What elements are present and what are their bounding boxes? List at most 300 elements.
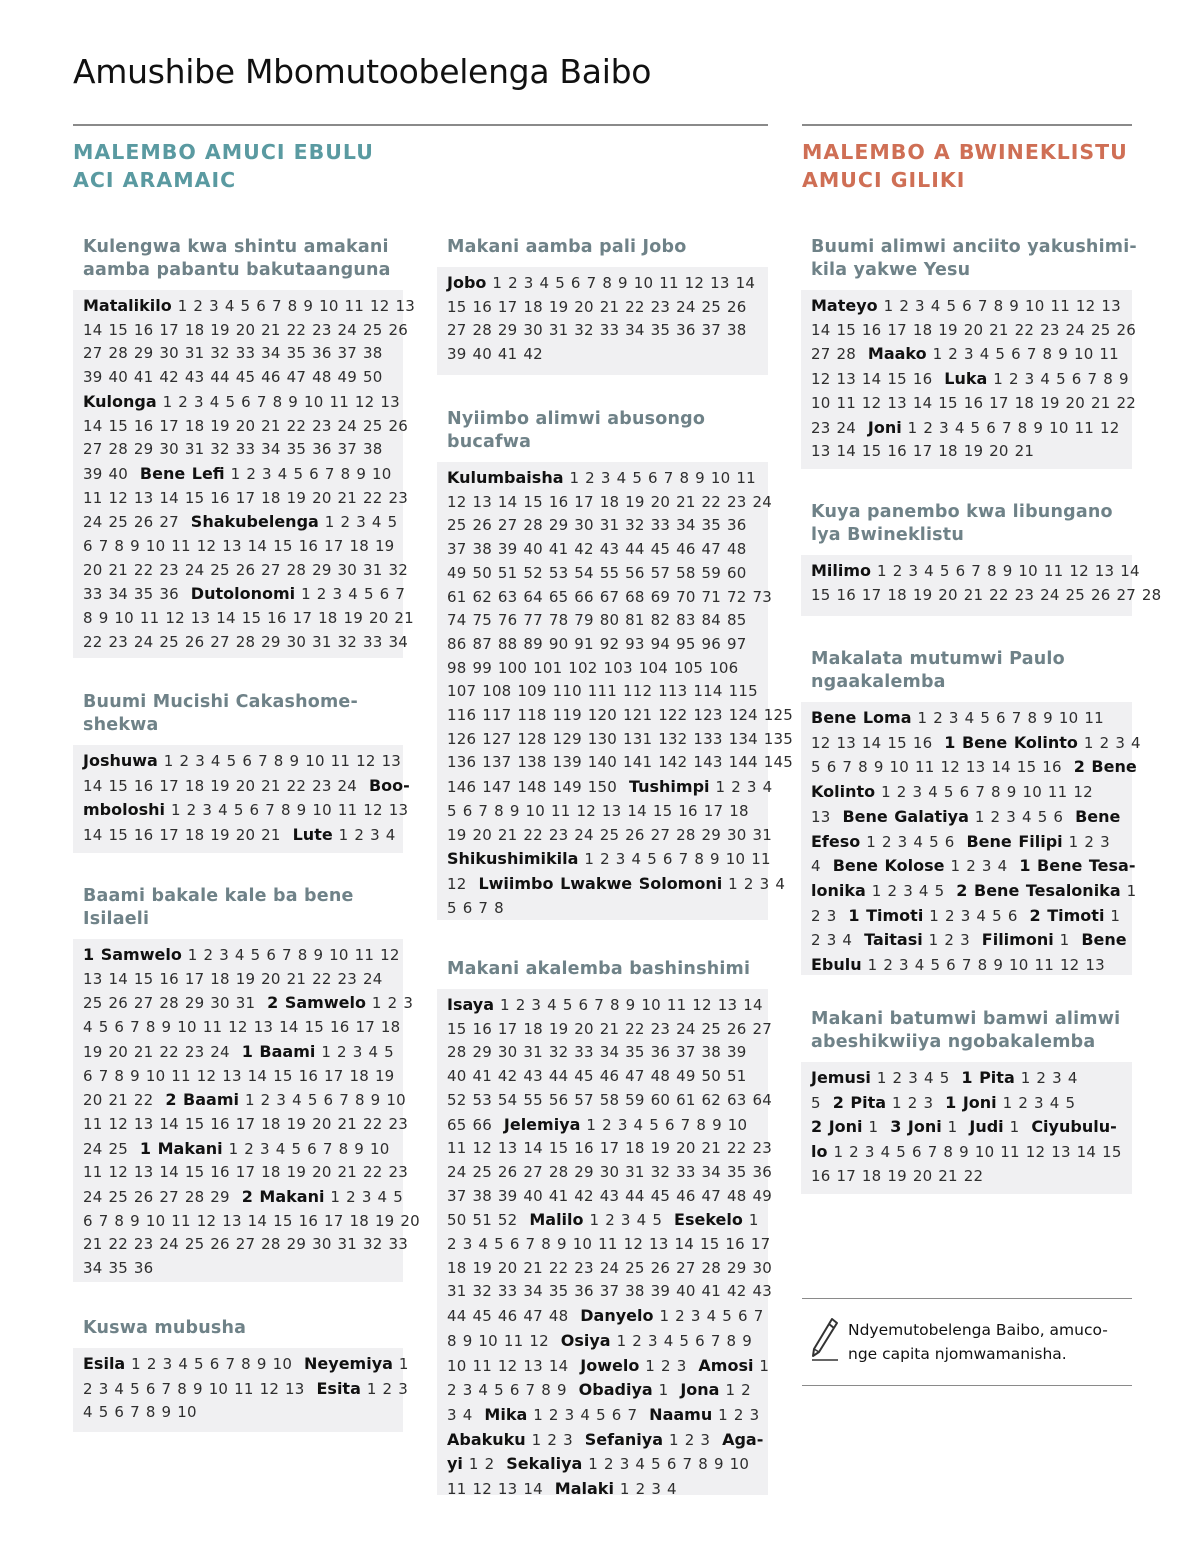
reading-line	[83, 582, 406, 607]
reading-line	[83, 1257, 393, 1281]
book-name: Obadiya	[578, 1380, 653, 1400]
chapter-numbers: 44 45 46 47 48	[447, 1307, 581, 1326]
book-name: 1 Timoti	[848, 905, 924, 925]
chapter-numbers: 8 9 10 11 12 13 14 15 16 17 18 19 20 21	[83, 609, 414, 628]
reading-line	[83, 1113, 408, 1137]
chapter-numbers: 1 2 3 4	[722, 874, 786, 893]
chapter-numbers: 1 2 3 4 5 6 7	[527, 1405, 650, 1424]
reading-line	[83, 415, 408, 439]
chapter-numbers: 24 25 26 27	[83, 513, 191, 532]
chapter-numbers: 15 16 17 18 19 20 21 22 23 24 25 26	[447, 297, 747, 316]
chapter-numbers: 19 20 21 22 23 24	[83, 1042, 242, 1061]
reading-list	[801, 555, 1162, 616]
chapter-numbers: 24 25 26 27 28 29 30 31 32 33 34 35 36	[447, 1162, 772, 1181]
reading-list	[73, 745, 410, 853]
reading-line	[447, 1185, 772, 1209]
chapter-numbers: 1 2 3	[663, 1430, 723, 1449]
reading-line	[811, 830, 1122, 855]
chapter-numbers: 1 2 3	[1062, 832, 1110, 851]
reading-line	[811, 1091, 1122, 1116]
reading-line	[83, 1065, 393, 1089]
chapter-numbers: 1 2 3 4 5 6	[860, 832, 967, 851]
reading-line	[811, 1066, 1122, 1091]
chapter-numbers: 11 12 13 14 15 16 17 18 19 20 21 22 23	[447, 1139, 772, 1158]
chapter-numbers: 11 12 13 14	[447, 1480, 555, 1499]
reading-line	[811, 294, 1122, 319]
chapter-numbers: 1 2 3 4 5	[865, 881, 957, 900]
reading-note: Ndyemutobelenga Baibo, amuco- nge capita njomwamanisha.	[848, 1321, 1108, 1363]
chapter-numbers: 2 3	[811, 906, 849, 925]
chapter-numbers: 24 25 26 27 28 29	[83, 1188, 242, 1207]
reading-line	[83, 1161, 408, 1185]
book-name: Luka	[944, 369, 988, 389]
book-name: Sekaliya	[506, 1454, 583, 1474]
chapter-numbers: 74 75 76 77 78 79 80 81 82 83 84 85	[447, 611, 747, 630]
reading-line	[447, 1089, 772, 1113]
chapter-numbers: 1 2 3 4	[613, 1480, 677, 1499]
reading-line	[83, 1137, 393, 1162]
chapter-numbers: 11 12 13 14 15 16 17 18 19 20 21 22 23	[83, 1114, 408, 1133]
reading-line	[447, 751, 794, 775]
chapter-numbers: 14 15 16 17 18 19 20 21 22 23 24	[83, 776, 369, 795]
reading-line	[83, 749, 402, 774]
divider-hebrew	[73, 124, 768, 126]
reading-line	[83, 1233, 408, 1257]
reading-line	[447, 1403, 758, 1428]
reading-line	[447, 680, 758, 704]
reading-line	[447, 1208, 758, 1233]
group-heading: Buumi alimwi anciito yakushimi- kila yakwe Yesu	[811, 237, 1137, 280]
reading-line	[811, 416, 1122, 441]
chapter-numbers: 39 40 41 42	[447, 345, 543, 364]
reading-line	[811, 904, 1122, 929]
reading-line	[447, 1233, 771, 1257]
chapter-numbers: 11 12 13 14 15 16 17 18 19 20 21 22 23	[83, 488, 408, 507]
book-name: 2 Baami	[165, 1090, 239, 1110]
book-name: Bene Kolose	[832, 856, 945, 876]
chapter-numbers: 20 21 22 23 24 25 26 27 28 29 30 31 32	[83, 560, 408, 579]
section-heading-hebrew: MALEMBO AMUCI EBULU ACI ARAMAIC	[73, 140, 374, 192]
chapter-numbers: 23 24	[811, 418, 868, 437]
reading-line	[83, 798, 409, 823]
book-name: Jemusi	[811, 1068, 871, 1087]
chapter-numbers: 1 2 3 4 5 6 7 8 9 10 11 12 13	[157, 752, 402, 770]
chapter-numbers: 1	[1003, 1118, 1032, 1137]
chapter-numbers: 27 28	[811, 345, 868, 364]
reading-line	[811, 731, 1141, 756]
note-bottom-rule	[802, 1385, 1132, 1386]
book-name: Mateyo	[811, 296, 878, 315]
chapter-numbers: 136 137 138 139 140 141 142 143 144 145	[447, 753, 794, 772]
book-name: lo	[811, 1142, 828, 1162]
reading-line	[83, 342, 393, 366]
book-name: Kulonga	[83, 391, 157, 411]
reading-line	[811, 879, 1137, 904]
book-name: Danyelo	[580, 1306, 654, 1326]
chapter-numbers: 33 34 35 36	[83, 585, 191, 604]
chapter-numbers: 1 2 3 4 5 6 7 8 9 10 11 12 13	[156, 392, 400, 411]
book-name: Shikushimikila	[447, 849, 579, 869]
book-name: Boo-	[368, 775, 410, 795]
book-name: 1 Baami	[241, 1041, 316, 1061]
chapter-numbers: 65 66	[447, 1115, 504, 1134]
reading-line	[811, 780, 1122, 805]
reading-line	[811, 319, 1136, 343]
reading-line	[447, 1428, 764, 1453]
reading-line	[83, 1210, 420, 1234]
reading-list	[73, 290, 415, 658]
reading-line	[447, 1161, 772, 1185]
book-name: Osiya	[560, 1330, 611, 1350]
reading-line	[447, 775, 773, 800]
reading-list	[437, 989, 772, 1499]
book-name: 2 Bene Tesalonika	[956, 880, 1121, 900]
chapter-numbers: 1 2 3 4 5 6 7 8 9 10	[239, 1091, 406, 1110]
book-name: Ebulu	[811, 955, 862, 975]
chapter-numbers: 12	[447, 874, 479, 893]
book-name: Ciyubulu-	[1031, 1117, 1117, 1137]
chapter-numbers: 1 2 3 4 5 6 7 8 9 10	[222, 1139, 390, 1158]
book-name: Joni	[867, 417, 902, 437]
reading-list	[437, 462, 794, 920]
book-name: yi	[447, 1454, 463, 1474]
reading-line	[83, 366, 393, 390]
book-name: Jobo	[447, 273, 487, 292]
book-name: Esita	[316, 1378, 361, 1398]
reading-line	[811, 1115, 1122, 1140]
pencil-icon	[810, 1316, 840, 1362]
group-heading: Makani aamba pali Jobo	[447, 237, 687, 257]
book-name: Naamu	[649, 1404, 713, 1424]
reading-list	[801, 1062, 1132, 1194]
book-name: Abakuku	[447, 1429, 526, 1449]
book-name: 1 Joni	[945, 1092, 997, 1112]
reading-line	[447, 800, 758, 824]
chapter-numbers: 27 28 29 30 31 32 33 34 35 36 37 38	[447, 321, 747, 340]
book-name: Tushimpi	[628, 777, 710, 797]
reading-line	[447, 1018, 772, 1042]
book-name: 2 Samwelo	[267, 993, 366, 1013]
chapter-numbers: 1	[941, 1118, 970, 1137]
chapter-numbers: 3 4	[447, 1405, 485, 1424]
chapter-numbers: 1 2 3 4 5 6 7 8 9	[987, 370, 1129, 389]
chapter-numbers: 49 50 51 52 53 54 55 56 57 58 59 60	[447, 563, 747, 582]
reading-line	[447, 633, 758, 657]
book-name: Bene	[1075, 806, 1121, 826]
book-name: Matalikilo	[83, 296, 172, 315]
book-name: Sefaniya	[584, 1429, 664, 1449]
book-name: Bene Galatiya	[842, 806, 969, 826]
book-name: Efeso	[811, 831, 861, 851]
chapter-numbers: 1	[652, 1381, 681, 1400]
reading-line	[447, 1113, 758, 1138]
reading-line	[447, 704, 794, 728]
reading-line	[83, 294, 415, 319]
reading-line	[811, 953, 1122, 978]
reading-line	[447, 609, 758, 633]
book-name: Bene Loma	[811, 708, 912, 727]
reading-line	[811, 559, 1140, 584]
chapter-numbers: 50 51 52	[447, 1211, 530, 1230]
reading-line	[447, 1065, 758, 1089]
book-name: lonika	[811, 880, 866, 900]
chapter-numbers: 37 38 39 40 41 42 43 44 45 46 47 48 49	[447, 1186, 772, 1205]
book-name: 2 Pita	[832, 1092, 887, 1112]
book-name: Bene	[1081, 930, 1127, 950]
chapter-numbers: 11 12 13 14 15 16 17 18 19 20 21 22 23	[83, 1163, 408, 1182]
reading-line	[83, 319, 408, 343]
chapter-numbers: 4	[811, 857, 833, 876]
reading-line	[811, 1140, 1122, 1165]
chapter-numbers: 1 2 3 4 5 6 7	[653, 1307, 764, 1326]
chapter-numbers: 5 6 7 8	[447, 898, 504, 917]
chapter-numbers: 1 2 3 4 5 6 7 8 9 10 11 12 13	[877, 297, 1121, 315]
chapter-numbers: 1	[1120, 881, 1137, 900]
chapter-numbers: 1 2 3 4 5 6 7 8 9 10 11	[578, 850, 771, 869]
reading-line	[447, 586, 772, 610]
reading-line	[811, 392, 1136, 416]
chapter-numbers: 1 2 3	[886, 1093, 946, 1112]
chapter-numbers: 86 87 88 89 90 91 92 93 94 95 96 97	[447, 634, 747, 653]
book-name: Shakubelenga	[190, 512, 319, 532]
book-name: Malaki	[554, 1479, 614, 1499]
chapter-numbers: 1 2 3 4 5 6 7 8 9	[610, 1331, 753, 1350]
reading-line	[447, 514, 758, 538]
group-heading: Baami bakale kale ba bene Isilaeli	[83, 886, 354, 929]
reading-line	[83, 510, 398, 535]
chapter-numbers: 98 99 100 101 102 103 104 105 106	[447, 658, 739, 677]
reading-line	[447, 1329, 758, 1354]
chapter-numbers: 61 62 63 64 65 66 67 68 69 70 71 72 73	[447, 587, 772, 606]
reading-line	[447, 491, 772, 515]
reading-line	[447, 271, 758, 296]
chapter-numbers: 37 38 39 40 41 42 43 44 45 46 47 48	[447, 540, 747, 559]
reading-line	[447, 538, 758, 562]
reading-line	[447, 872, 786, 897]
chapter-numbers: 6 7 8 9 10 11 12 13 14 15 16 17 18 19 20	[83, 1211, 420, 1230]
chapter-numbers: 1 2 3 4	[709, 778, 773, 797]
chapter-numbers: 28 29 30 31 32 33 34 35 36 37 38 39	[447, 1043, 747, 1062]
reading-line	[83, 1016, 401, 1040]
reading-line	[447, 1477, 758, 1502]
chapter-numbers: 13 14 15 16 17 18 19 20 21	[811, 442, 1035, 461]
chapter-numbers: 27 28 29 30 31 32 33 34 35 36 37 38	[83, 344, 383, 363]
group-heading: Kulengwa kwa shintu amakani aamba pabantu bakutaanguna	[83, 237, 391, 280]
reading-line	[83, 968, 393, 992]
book-name: Aga-	[722, 1429, 764, 1449]
book-name: Kolinto	[811, 782, 876, 802]
chapter-numbers: 1 2 3 4 5	[324, 1188, 403, 1207]
chapter-numbers: 25 26 27 28 29 30 31	[83, 994, 268, 1013]
chapter-numbers: 2 3 4 5 6 7 8 9	[447, 1381, 579, 1400]
reading-line	[447, 1304, 764, 1329]
reading-list	[73, 1348, 409, 1432]
chapter-numbers: 25 26 27 28 29 30 31 32 33 34 35 36	[447, 516, 747, 535]
chapter-numbers: 1 2 3 4 5 6 7	[295, 585, 406, 604]
reading-line	[447, 824, 772, 848]
chapter-numbers: 6 7 8 9 10 11 12 13 14 15 16 17 18 19	[83, 1066, 395, 1085]
chapter-numbers: 24 25	[83, 1139, 140, 1158]
book-name: Esila	[83, 1354, 126, 1373]
chapter-numbers: 1 2 3 4 5 6 7 8 9 10 11 12	[901, 418, 1120, 437]
reading-line	[447, 1137, 772, 1161]
reading-line	[447, 562, 758, 586]
reading-list	[437, 267, 768, 375]
reading-line	[83, 631, 408, 655]
chapter-numbers: 1 2 3	[365, 994, 414, 1013]
chapter-numbers: 1	[392, 1355, 409, 1373]
group-heading: Makani akalemba bashinshimi	[447, 959, 751, 979]
reading-line	[83, 1401, 393, 1425]
note-top-rule	[802, 1298, 1132, 1299]
reading-line	[83, 991, 414, 1016]
reading-line	[811, 367, 1129, 392]
chapter-numbers: 14 15 16 17 18 19 20 21 22 23 24 25 26	[83, 416, 408, 435]
reading-line	[447, 296, 758, 320]
book-name: Esekelo	[674, 1210, 743, 1230]
chapter-numbers: 13 14 15 16 17 18 19 20 21 22 23 24	[83, 969, 383, 988]
chapter-numbers: 10 11 12 13 14 15 16 17 18 19 20 21 22	[811, 393, 1136, 412]
book-name: Lute	[292, 825, 333, 845]
chapter-numbers: 1 2 3	[360, 1379, 409, 1398]
chapter-numbers: 39 40	[83, 464, 140, 483]
book-name: 2 Makani	[241, 1187, 325, 1207]
chapter-numbers: 1 2 3 4 5 6 7 8 9 10 11 12 13 14	[486, 274, 756, 292]
chapter-numbers: 31 32 33 34 35 36 37 38 39 40 41 42 43	[447, 1282, 772, 1301]
book-name: 1 Bene Kolinto	[944, 732, 1078, 752]
reading-line	[811, 928, 1127, 953]
book-name: Bene Filipi	[966, 831, 1063, 851]
group-heading: Kuya panembo kwa libungano lya Bwineklistu	[811, 502, 1113, 545]
chapter-numbers: 1	[753, 1356, 770, 1375]
reading-line	[83, 1040, 393, 1065]
book-name: Bene Lefi	[139, 463, 225, 483]
reading-line	[83, 1352, 409, 1377]
book-name: 3 Joni	[890, 1117, 942, 1137]
chapter-numbers: 1 2 3	[922, 931, 982, 950]
chapter-numbers: 19 20 21 22 23 24 25 26 27 28 29 30 31	[447, 825, 772, 844]
book-name: Maako	[867, 344, 927, 364]
book-name: 2 Joni	[811, 1117, 863, 1137]
chapter-numbers: 14 15 16 17 18 19 20 21 22 23 24 25 26	[811, 320, 1136, 339]
group-heading: Buumi Mucishi Cakashome- shekwa	[83, 692, 358, 735]
chapter-numbers: 1 2 3 4 5 6 7 8 9 10	[224, 464, 392, 483]
chapter-numbers: 1 2 3 4 5 6 7 8 9 10 11 12 13	[171, 297, 415, 315]
book-name: mboloshi	[83, 800, 165, 820]
reading-line	[447, 1354, 770, 1379]
chapter-numbers: 1 2 3 4 5 6 7 8 9 10 11 12	[875, 783, 1093, 802]
reading-line	[447, 847, 771, 872]
chapter-numbers: 4 5 6 7 8 9 10 11 12 13 14 15 16 17 18	[83, 1018, 401, 1037]
chapter-numbers: 1 2 3 4 5	[870, 1069, 962, 1087]
chapter-numbers: 12 13 14 15 16 17 18 19 20 21 22 23 24	[447, 492, 772, 511]
reading-line	[811, 1165, 1122, 1189]
chapter-numbers: 15 16 17 18 19 20 21 22 23 24 25 26 27 28	[811, 585, 1162, 604]
chapter-numbers: 14 15 16 17 18 19 20 21	[83, 826, 293, 845]
chapter-numbers: 2 3 4	[811, 931, 865, 950]
reading-line	[447, 1041, 758, 1065]
chapter-numbers: 2 3 4 5 6 7 8 9 10 11 12 13	[83, 1379, 317, 1398]
chapter-numbers: 1 2 3	[639, 1356, 699, 1375]
chapter-numbers: 4 5 6 7 8 9 10	[83, 1403, 197, 1422]
chapter-numbers: 5 6 7 8 9 10 11 12 13 14 15 16	[811, 758, 1074, 777]
chapter-numbers: 1 2 3 4 5 6 7 8 9 10 11 12 13 14	[871, 562, 1140, 580]
book-name: Jowelo	[580, 1355, 640, 1375]
book-name: 1 Samwelo	[83, 945, 182, 964]
chapter-numbers: 18 19 20 21 22 23 24 25 26 27 28 29 30	[447, 1258, 772, 1277]
reading-line	[447, 728, 794, 752]
reading-line	[811, 584, 1162, 608]
book-name: 2 Timoti	[1029, 905, 1105, 925]
divider-greek	[802, 124, 1132, 126]
chapter-numbers: 1 2 3 4 5 6	[968, 807, 1076, 826]
reading-line	[447, 343, 758, 367]
chapter-numbers: 5 6 7 8 9 10 11 12 13 14 15 16 17 18	[447, 801, 749, 820]
reading-line	[811, 706, 1122, 731]
reading-line	[447, 1452, 758, 1477]
chapter-numbers: 5	[811, 1093, 833, 1112]
book-name: Kulumbaisha	[447, 468, 564, 487]
reading-line	[447, 1257, 772, 1281]
reading-line	[447, 319, 758, 343]
book-name: Filimoni	[981, 930, 1054, 950]
reading-line	[83, 823, 396, 848]
book-name: Jelemiya	[503, 1114, 581, 1134]
reading-line	[83, 943, 400, 968]
book-name: Lwiimbo Lwakwe Solomoni	[478, 873, 723, 893]
section-heading-greek: MALEMBO A BWINEKLISTU AMUCI GILIKI	[802, 140, 1128, 192]
reading-line	[83, 559, 408, 583]
chapter-numbers: 52 53 54 55 56 57 58 59 60 61 62 63 64	[447, 1090, 772, 1109]
chapter-numbers: 1	[862, 1118, 891, 1137]
chapter-numbers: 1 2 3 4 5 6 7 8 9 10	[580, 1115, 748, 1134]
chapter-numbers: 40 41 42 43 44 45 46 47 48 49 50 51	[447, 1067, 747, 1086]
chapter-numbers: 1 2 3	[525, 1430, 585, 1449]
reading-line	[811, 342, 1122, 367]
chapter-numbers: 10 11 12 13 14	[447, 1356, 581, 1375]
chapter-numbers: 2 3 4 5 6 7 8 9 10 11 12 13 14 15 16 17	[447, 1235, 771, 1254]
book-name: Taitasi	[864, 930, 923, 950]
reading-line	[83, 774, 410, 799]
group-heading: Makani batumwi bamwi alimwi abeshikwiiya ngobakalemba	[811, 1009, 1121, 1052]
chapter-numbers: 1 2 3 4 5 6 7 8 9 10 11 12 13	[165, 801, 409, 820]
chapter-numbers: 34 35 36	[83, 1259, 154, 1278]
reading-line	[447, 993, 763, 1018]
chapter-numbers: 1 2 3 4 5	[583, 1211, 675, 1230]
book-name: Judi	[969, 1117, 1004, 1137]
reading-line	[83, 607, 414, 631]
book-name: Mika	[484, 1404, 528, 1424]
reading-line	[83, 1377, 409, 1402]
book-name: 1 Bene Tesa-	[1019, 856, 1136, 876]
reading-line	[83, 438, 393, 462]
chapter-numbers: 1 2 3 4 5 6	[923, 906, 1030, 925]
reading-line	[447, 466, 758, 491]
book-name: Joshuwa	[83, 751, 158, 770]
chapter-numbers: 1 2 3 4 5	[315, 1042, 394, 1061]
book-name: Neyemiya	[304, 1354, 393, 1373]
reading-line	[447, 897, 758, 921]
chapter-numbers: 1 2 3 4	[332, 826, 396, 845]
reading-line	[83, 535, 393, 559]
chapter-numbers: 13	[811, 807, 843, 826]
reading-line	[83, 462, 393, 487]
chapter-numbers: 1 2 3 4 5 6 7 8 9 10 11	[911, 709, 1104, 727]
chapter-numbers: 27 28 29 30 31 32 33 34 35 36 37 38	[83, 440, 383, 459]
chapter-numbers: 1 2 3 4	[944, 857, 1020, 876]
chapter-numbers: 1 2 3 4 5 6 7 8 9 10 11 12 13	[861, 956, 1105, 975]
reading-line	[83, 487, 408, 511]
